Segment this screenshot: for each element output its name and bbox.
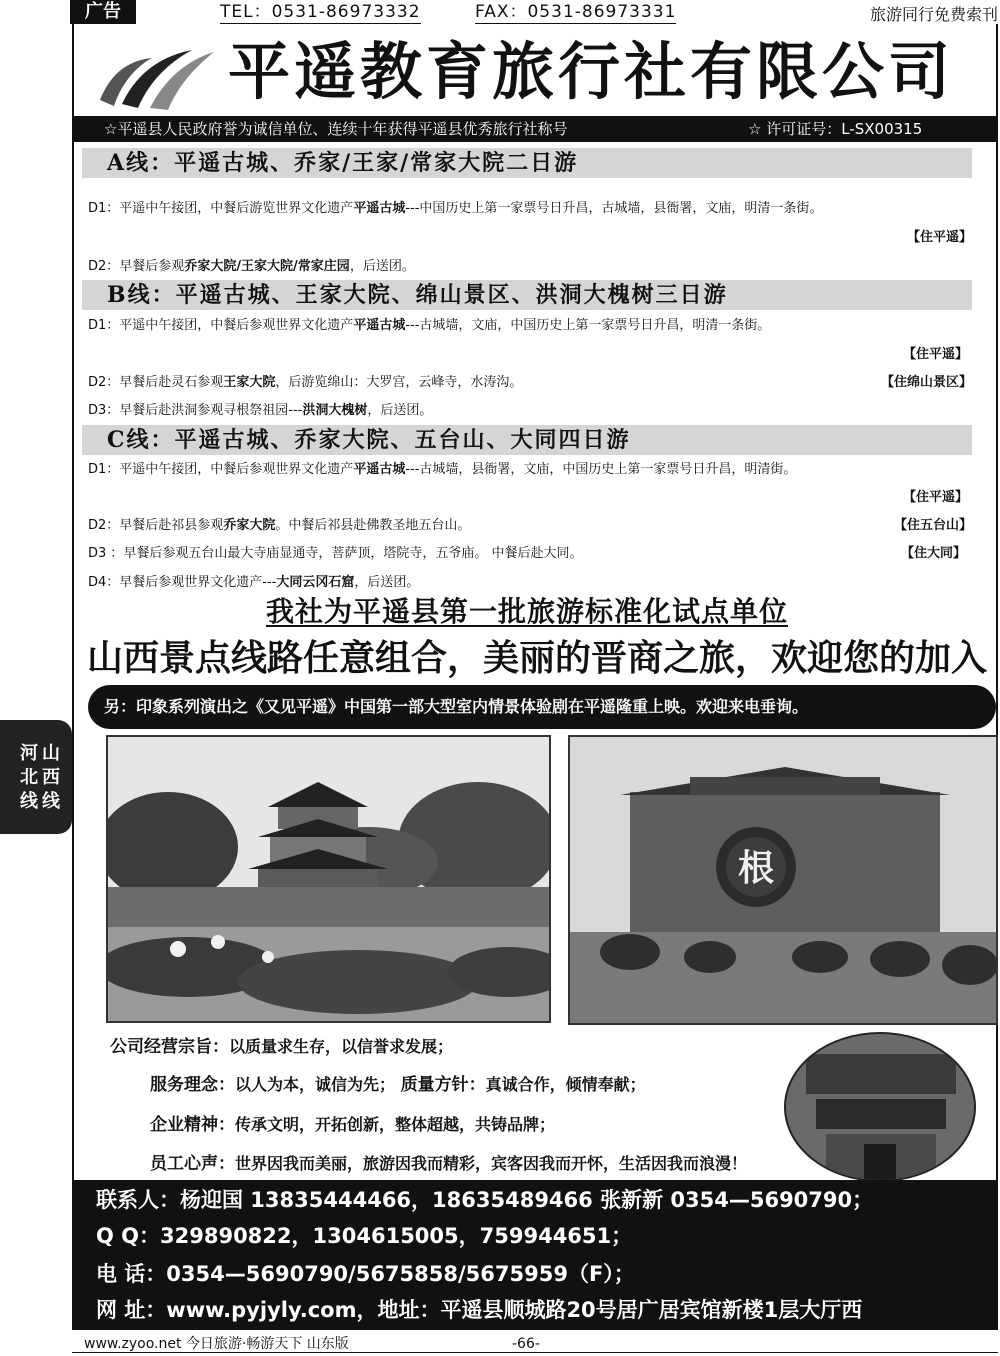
route-a-title: A线：平遥古城、乔家/王家/常家大院二日游 xyxy=(107,150,579,176)
contact-qq: Q Q：329890822，1304615005，759944651； xyxy=(96,1224,633,1248)
photo-root-gate xyxy=(568,735,998,1025)
route-c-day-3-stay: 【住大同】 xyxy=(900,546,966,561)
contact-block xyxy=(74,1180,996,1330)
pilot-headline: 我社为平遥县第一批旅游标准化试点单位 xyxy=(265,595,788,628)
route-b-day-2: D2：早餐后赴灵石参观王家大院，后游览绵山：大罗宫，云峰寺，水涛沟。 xyxy=(88,375,523,390)
route-b-header xyxy=(82,280,972,310)
side-region-tab[interactable]: 河 北 线 山 西 线 xyxy=(0,720,72,834)
header-tel: TEL：0531-86973332 xyxy=(220,2,421,22)
footer-rule xyxy=(72,1352,998,1353)
footer xyxy=(84,1334,540,1354)
route-b-day-1-stay: 【住平遥】 xyxy=(902,347,968,362)
license-text: ☆ 许可证号：L-SX00315 xyxy=(748,120,923,138)
honor-text: ☆平遥县人民政府誉为诚信单位、连续十年获得平遥县优秀旅行社称号 xyxy=(104,120,568,138)
photo-pagoda-pond xyxy=(106,735,551,1023)
logo-swoosh-icon xyxy=(92,30,217,114)
slogan-headline: 山西景点线路任意组合，美丽的晋商之旅，欢迎您的加入 xyxy=(86,638,987,679)
route-a-day-2: D2：早餐后参观乔家大院/王家大院/常家庄园，后送团。 xyxy=(88,259,415,274)
route-c-day-2: D2：早餐后赴祁县参观乔家大院。中餐后祁县赴佛教圣地五台山。 xyxy=(88,518,471,533)
route-b-day-2-stay: 【住绵山景区】 xyxy=(880,375,972,390)
principle-purpose: 公司经营宗旨：以质量求生存，以信誉求发展； xyxy=(110,1037,454,1057)
principle-spirit: 企业精神：传承文明，开拓创新，整体超越，共铸品牌； xyxy=(150,1115,556,1135)
route-b-title: B线：平遥古城、王家大院、绵山景区、洪洞大槐树三日游 xyxy=(107,282,728,308)
company-name: 平遥教育旅行社有限公司 xyxy=(228,35,955,108)
footer-site: www.zyoo.net 今日旅游·畅游天下 山东版 xyxy=(84,1336,349,1352)
route-c-day-1-stay: 【住平遥】 xyxy=(902,490,968,505)
route-b-day-1: D1：平遥中午接团，中餐后参观世界文化遗产平遥古城---古城墙，文庙，中国历史上第一家票号日升昌，明清一条街。 xyxy=(88,318,771,333)
header-fax: FAX：0531-86973331 xyxy=(475,2,677,22)
route-b-day-3: D3：早餐后赴洪洞参观寻根祭祖园---洪洞大槐树，后送团。 xyxy=(88,403,433,418)
route-a-day-1-stay: 【住平遥】 xyxy=(906,230,972,245)
gate-plaque-char: 根 xyxy=(737,848,775,889)
top-bar xyxy=(70,0,1000,24)
company-logo xyxy=(92,30,217,114)
route-a-header xyxy=(82,148,972,178)
route-c-title: C线：平遥古城、乔家大院、五台山、大同四日游 xyxy=(107,427,631,453)
route-c-header xyxy=(82,425,972,455)
route-c-day-4: D4：早餐后参观世界文化遗产---大同云冈石窟，后送团。 xyxy=(88,575,420,590)
honor-bar xyxy=(74,116,996,142)
notice-bar xyxy=(88,685,996,729)
route-c-day-2-stay: 【住五台山】 xyxy=(893,518,972,533)
header-index-label: 旅游同行免费索刊 xyxy=(869,5,998,24)
photo-temple-inset xyxy=(784,1032,976,1182)
ad-tag: 广告 xyxy=(70,0,136,24)
notice-text: 另：印象系列演出之《又见平遥》中国第一部大型室内情景体验剧在平遥隆重上映。欢迎来电垂询。 xyxy=(104,697,809,716)
route-c-day-1: D1：平遥中午接团，中餐后参观世界文化遗产平遥古城---古城墙，县衙署，文庙，中国历史上第一家票号日升昌，明清街。 xyxy=(88,462,797,477)
contact-person: 联系人：杨迎国 13835444466，18635489466 张新新 0354—5690790； xyxy=(96,1188,874,1212)
principle-staff: 员工心声：世界因我而美丽，旅游因我而精彩，宾客因我而开怀，生活因我而浪漫！ xyxy=(150,1154,748,1174)
contact-web-address: 网 址：www.pyjyly.com，地址：平遥县顺城路20号居广居宾馆新楼1层大厅西 xyxy=(96,1298,863,1322)
contact-phone: 电 话：0354—5690790/5675858/5675959（F）； xyxy=(96,1262,635,1286)
route-a-day-1: D1：平遥中午接团，中餐后游览世界文化遗产平遥古城---中国历史上第一家票号日升昌，古城墙，县衙署，文庙，明清一条街。 xyxy=(88,201,823,216)
page-number: -66- xyxy=(512,1336,540,1352)
principle-service: 服务理念：以人为本，诚信为先； 质量方针：真诚合作，倾情奉献； xyxy=(150,1075,646,1095)
route-c-day-3: D3 ：早餐后参观五台山最大寺庙显通寺，菩萨顶，塔院寺，五爷庙。 中餐后赴大同。 xyxy=(88,546,583,561)
